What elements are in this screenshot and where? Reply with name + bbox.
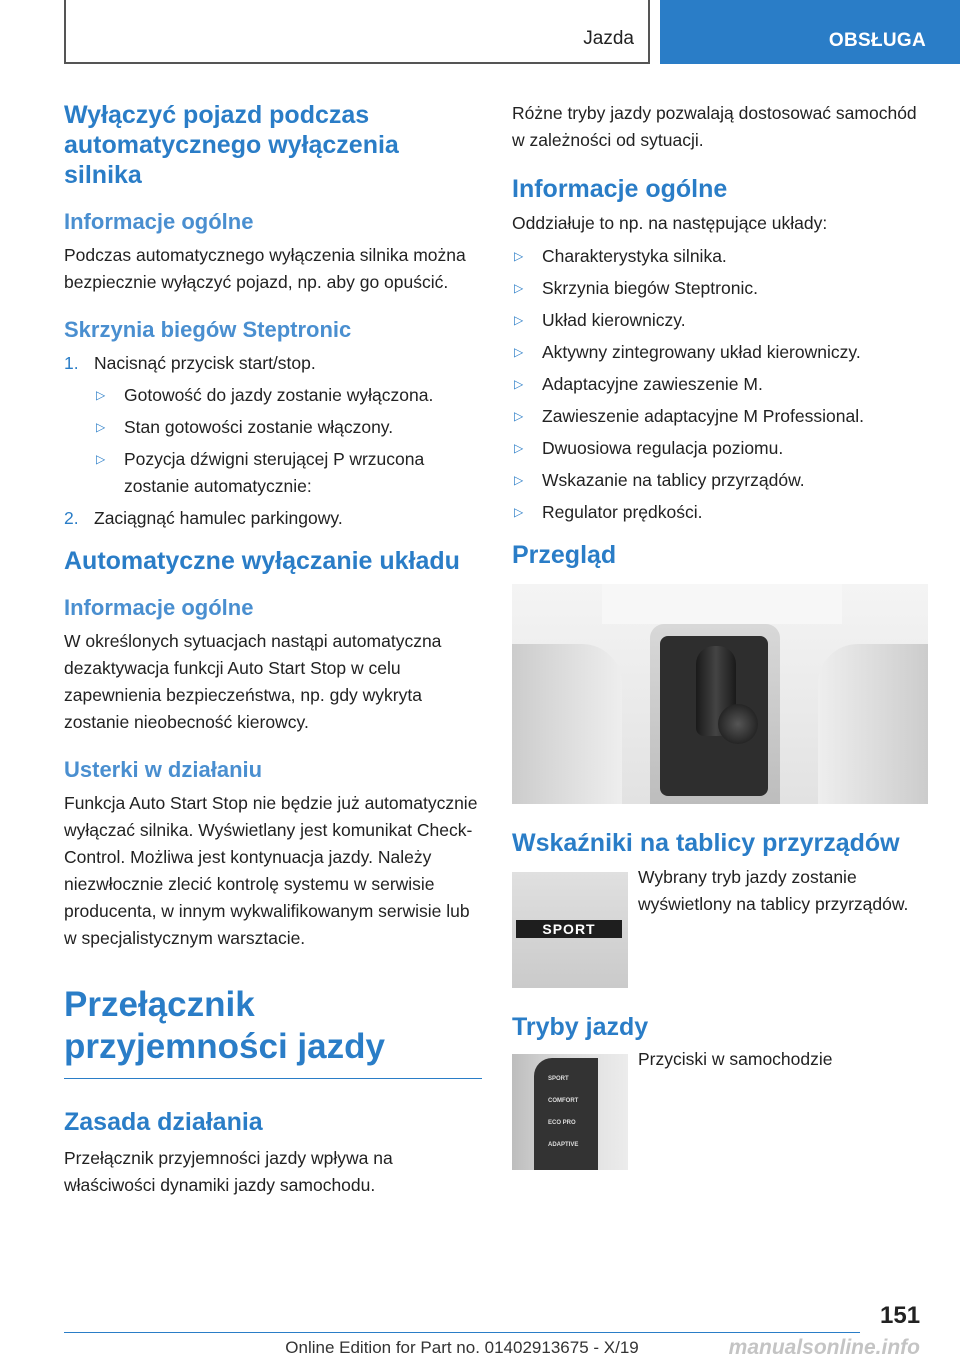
heading-principle: Zasada działania — [64, 1108, 263, 1136]
step-text: Zaciągnąć hamulec parkingowy. — [94, 508, 343, 528]
footer-divider — [64, 1332, 860, 1333]
sport-indicator-row — [512, 864, 928, 984]
step-text: Nacisnąć przycisk start/stop. — [94, 353, 316, 373]
triangle-bullet-icon: ▷ — [514, 473, 524, 487]
subheading-malfunctions: Usterki w działaniu — [64, 757, 263, 782]
step-number: 2. — [64, 508, 79, 528]
heading-instrument-cluster: Wskaźniki na tablicy przyrządów — [512, 829, 900, 857]
controller-dial-shape — [718, 704, 758, 744]
paragraph-indicator: Wybrany tryb jazdy zostanie wyświetlony na tablicy przyrządów. — [638, 867, 909, 914]
mode-buttons-image — [512, 1054, 628, 1170]
step-item — [64, 505, 482, 532]
triangle-bullet-icon: ▷ — [96, 420, 106, 434]
watermark: manualsonline.info — [728, 1336, 920, 1359]
triangle-bullet-icon: ▷ — [96, 388, 106, 402]
heading-shutdown-during-autostop: Wyłączyć pojazd podczas automatycznego wyłączenia silnika — [64, 101, 399, 189]
substep-item — [94, 446, 482, 500]
heading-driving-experience-switch: Przełącznik przyjemności jazdy — [64, 984, 482, 1079]
page-number: 151 — [880, 1302, 921, 1329]
right-column — [512, 100, 928, 1194]
list-item-text: Charakterystyka silnika. — [542, 246, 727, 266]
heading-general-info-right: Informacje ogólne — [512, 175, 728, 203]
seat-right-shape — [818, 644, 928, 804]
triangle-bullet-icon: ▷ — [514, 281, 524, 295]
seat-left-shape — [512, 644, 622, 804]
list-item — [512, 499, 928, 526]
header-section-tab — [660, 0, 960, 64]
list-item — [512, 339, 928, 366]
mode-label-adaptive: ADAPTIVE — [548, 1142, 579, 1148]
mode-buttons-panel — [534, 1058, 598, 1170]
paragraph-modes-intro: Różne tryby jazdy pozwalają dostosować samochód w zależności od sytuacji. — [512, 103, 917, 150]
substep-text: Stan gotowości zostanie włączony. — [124, 417, 394, 437]
heading-auto-deactivation: Automatyczne wyłączanie układu — [64, 547, 460, 575]
list-item — [512, 371, 928, 398]
list-item-text: Wskazanie na tablicy przyrządów. — [542, 470, 805, 490]
heading-overview: Przegląd — [512, 541, 617, 569]
step-substeps — [94, 382, 482, 500]
list-item-text: Dwuosiowa regulacja poziomu. — [542, 438, 784, 458]
substep-text: Gotowość do jazdy zostanie wyłączona. — [124, 385, 434, 405]
triangle-bullet-icon: ▷ — [514, 313, 524, 327]
mode-label-eco-pro: ECO PRO — [548, 1120, 576, 1126]
paragraph-buttons: Przyciski w samochodzie — [638, 1049, 833, 1069]
footer-edition: Online Edition for Part no. 01402913675 - X/19 — [285, 1338, 639, 1357]
mode-buttons-row — [512, 1046, 928, 1166]
paragraph-principle: Przełącznik przyjemności jazdy wpływa na właściwości dynamiki jazdy samochodu. — [64, 1148, 393, 1195]
list-item-text: Regulator prędkości. — [542, 502, 703, 522]
header-chapter: Jazda — [583, 28, 634, 49]
console-panel — [660, 636, 768, 796]
triangle-bullet-icon: ▷ — [514, 377, 524, 391]
paragraph-auto-deactivation: W określonych sytuacjach nastąpi automatyczna dezaktywacja funkcji Auto Start Stop w celu zapewnienia bezpieczeństwa, np. gdy wykryta zostanie nieobecność kierowcy. — [64, 631, 442, 732]
mode-label-sport: SPORT — [548, 1076, 569, 1082]
list-item — [512, 403, 928, 430]
list-item-text: Adaptacyjne zawieszenie M. — [542, 374, 763, 394]
triangle-bullet-icon: ▷ — [96, 452, 106, 466]
sport-indicator-image — [512, 872, 628, 988]
center-console-photo — [512, 584, 928, 804]
steps-list — [64, 350, 482, 532]
paragraph-malfunctions: Funkcja Auto Start Stop nie będzie już automatycznie wyłączać silnika. Wyświetlany jest komunikat Check-Control. Możliwa jest kontynuacja jazdy. Należy niezwłocznie zlecić kontrolę systemu w serwisie producenta, w innym wykwalifikowanym serwisie lub w specjalistycznym warsztacie. — [64, 793, 478, 948]
heading-driving-modes: Tryby jazdy — [512, 1013, 649, 1041]
triangle-bullet-icon: ▷ — [514, 409, 524, 423]
header-frame — [64, 0, 650, 64]
step-number: 1. — [64, 353, 79, 373]
paragraph-shutdown-info: Podczas automatycznego wyłączenia silnika można bezpiecznie wyłączyć pojazd, np. aby go opuścić. — [64, 245, 466, 292]
left-column — [64, 100, 482, 1219]
list-item — [512, 275, 928, 302]
list-item-text: Skrzynia biegów Steptronic. — [542, 278, 758, 298]
console-shape — [650, 624, 780, 804]
list-item-text: Zawieszenie adaptacyjne M Professional. — [542, 406, 864, 426]
substep-text: Pozycja dźwigni sterującej P wrzucona zostanie automatycznie: — [124, 449, 425, 496]
triangle-bullet-icon: ▷ — [514, 345, 524, 359]
list-item-text: Aktywny zintegrowany układ kierowniczy. — [542, 342, 861, 362]
affected-systems-list — [512, 243, 928, 526]
sport-badge: SPORT — [516, 920, 622, 938]
substep-item — [94, 382, 482, 409]
step-item — [64, 350, 482, 500]
subheading-general-info-a: Informacje ogólne — [64, 209, 254, 234]
photo-highlight — [602, 584, 842, 624]
substep-item — [94, 414, 482, 441]
paragraph-affects: Oddziałuje to np. na następujące układy: — [512, 213, 828, 233]
mode-label-comfort: COMFORT — [548, 1098, 579, 1104]
list-item — [512, 243, 928, 270]
triangle-bullet-icon: ▷ — [514, 441, 524, 455]
list-item — [512, 467, 928, 494]
triangle-bullet-icon: ▷ — [514, 505, 524, 519]
subheading-steptronic: Skrzynia biegów Steptronic — [64, 317, 352, 342]
list-item — [512, 435, 928, 462]
header-section-label: OBSŁUGA — [828, 30, 926, 51]
triangle-bullet-icon: ▷ — [514, 249, 524, 263]
subheading-general-info-c: Informacje ogólne — [64, 595, 254, 620]
list-item-text: Układ kierowniczy. — [542, 310, 686, 330]
list-item — [512, 307, 928, 334]
